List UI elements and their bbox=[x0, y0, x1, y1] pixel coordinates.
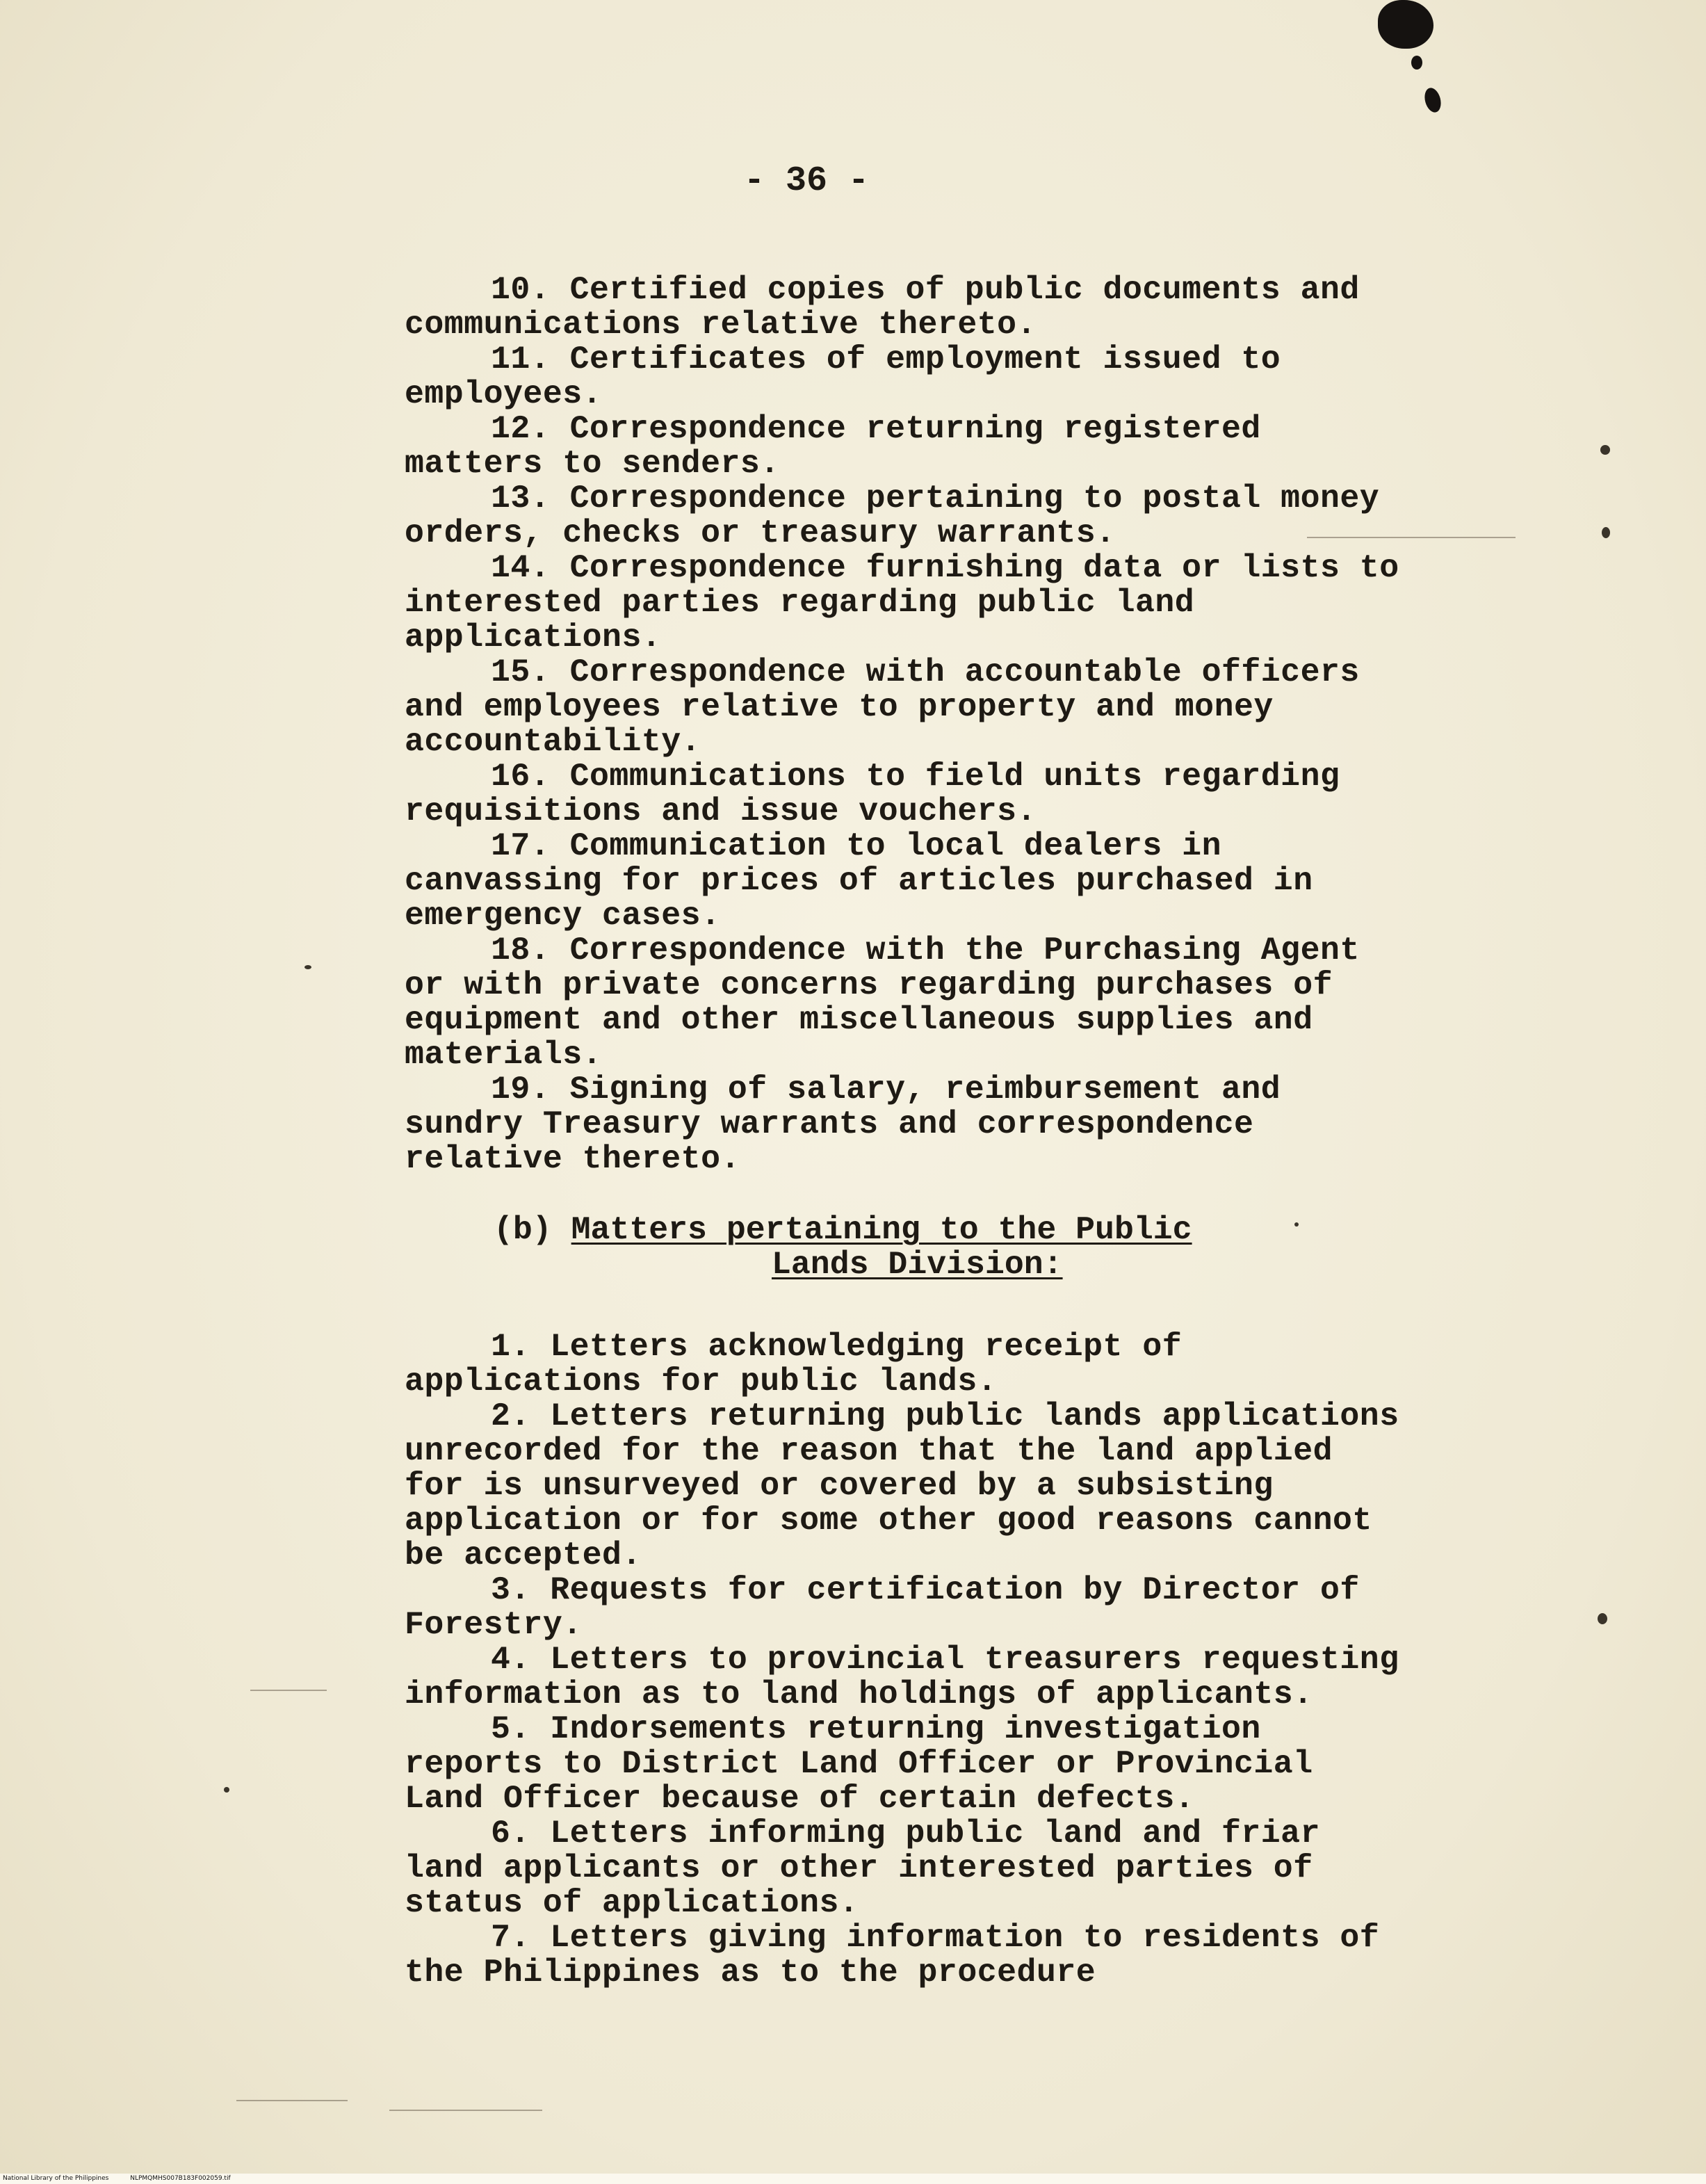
speck bbox=[224, 1787, 229, 1793]
page-number: - 36 - bbox=[743, 161, 870, 201]
file-id: NLPMQMHS007B183F002059.tif bbox=[130, 2175, 231, 2182]
list-item: 14. Correspondence furnishing data or lists to interested parties regarding public land applications. bbox=[405, 549, 1399, 656]
ink-blot bbox=[1411, 56, 1422, 70]
section-b-heading bbox=[494, 1213, 1328, 1282]
section-b-title-line1: Matters pertaining to the Public bbox=[571, 1211, 1192, 1248]
list-item: 15. Correspondence with accountable officers and employees relative to property and money accountability. bbox=[405, 654, 1360, 760]
list-item: 19. Signing of salary, reimbursement and sundry Treasury warrants and correspondence relative thereto. bbox=[405, 1071, 1281, 1177]
stray-mark bbox=[250, 1690, 327, 1691]
speck bbox=[1598, 1613, 1607, 1624]
list-item: 16. Communications to field units regarding requisitions and issue vouchers. bbox=[405, 758, 1340, 830]
ink-blot bbox=[1422, 86, 1444, 114]
stray-mark bbox=[236, 2100, 348, 2101]
speck bbox=[1600, 445, 1610, 455]
section-b-label: (b) bbox=[494, 1211, 552, 1248]
section-b-list bbox=[405, 1329, 1406, 1990]
speck bbox=[304, 965, 311, 969]
list-item: 18. Correspondence with the Purchasing Agent or with private concerns regarding purchases of equipment and other miscellaneous supplies and materials. bbox=[405, 932, 1360, 1073]
list-item: 2. Letters returning public lands applications unrecorded for the reason that the land applied for is unsurveyed or covered by a subsisting application or for some other good reasons cannot be accepted. bbox=[405, 1398, 1399, 1574]
section-b-title-line2: Lands Division: bbox=[772, 1246, 1063, 1283]
list-item: 7. Letters giving information to residents of the Philippines as to the procedure bbox=[405, 1919, 1380, 1991]
list-item: 13. Correspondence pertaining to postal money orders, checks or treasury warrants. bbox=[405, 480, 1380, 551]
list-item: 3. Requests for certification by Director of Forestry. bbox=[405, 1571, 1360, 1643]
list-item: 12. Correspondence returning registered matters to senders. bbox=[405, 410, 1261, 482]
list-item: 6. Letters informing public land and friar land applicants or other interested parties of status of applications. bbox=[405, 1815, 1320, 1921]
list-item: 11. Certificates of employment issued to employees. bbox=[405, 341, 1281, 412]
scan-footer bbox=[0, 2174, 1706, 2184]
list-item: 1. Letters acknowledging receipt of applications for public lands. bbox=[405, 1328, 1183, 1400]
stray-mark bbox=[389, 2110, 542, 2111]
speck bbox=[1602, 527, 1610, 538]
section-a-list bbox=[405, 273, 1406, 1176]
list-item: 5. Indorsements returning investigation reports to District Land Officer or Provincial Land Officer because of certain defects. bbox=[405, 1710, 1313, 1817]
list-item: 4. Letters to provincial treasurers requesting information as to land holdings of applicants. bbox=[405, 1641, 1399, 1713]
list-item: 17. Communication to local dealers in canvassing for prices of articles purchased in emergency cases. bbox=[405, 827, 1313, 934]
list-item: 10. Certified copies of public documents and communications relative thereto. bbox=[405, 271, 1360, 343]
ink-blot bbox=[1378, 0, 1433, 49]
library-credit: National Library of the Philippines bbox=[3, 2175, 109, 2182]
